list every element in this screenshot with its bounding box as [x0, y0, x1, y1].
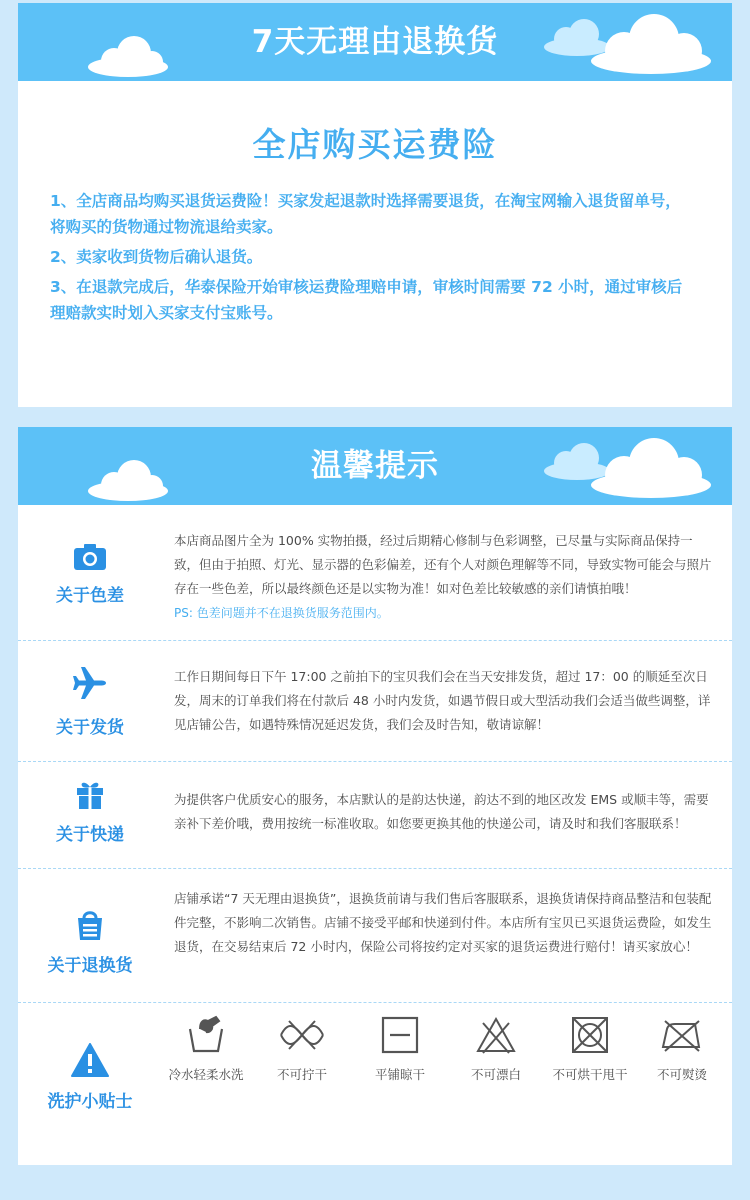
tips-panel [18, 427, 732, 1165]
tip-label: 关于色差 [56, 586, 124, 606]
care-item-label: 不可漂白 [470, 1067, 521, 1082]
no-tumble-dry-icon [570, 1015, 610, 1055]
care-item-label: 平铺晾干 [374, 1067, 425, 1082]
insurance-title: 全店购买运费险 [252, 125, 498, 164]
tip-body: 为提供客户优质安心的服务，本店默认的是韵达快递，韵达不到的地区改发 EMS 或顺丰等，需要亲补下差价哦，费用按统一标准收取。如您要更换其他的快递公司，请及时和我们客服联系！ [174, 792, 709, 831]
insurance-item: 3、在退款完成后，华泰保险开始审核运费险理赔申请，审核时间需要 72 小时，通过审核后理赔款实时划入买家支付宝账号。 [50, 278, 683, 322]
return-policy-banner [18, 3, 732, 81]
tip-text [174, 529, 714, 625]
return-policy-title: 7天无理由退换货 [251, 24, 499, 60]
care-item-label: 不可烘干甩干 [552, 1067, 628, 1082]
tip-text [174, 788, 714, 836]
tip-left [18, 505, 162, 640]
tip-note: PS: 色差问题并不在退换货服务范围内。 [174, 606, 389, 620]
tips-title: 温馨提示 [311, 448, 439, 484]
care-item-dry-flat [352, 1015, 448, 1083]
no-wring-icon [279, 1015, 325, 1055]
care-item-label: 不可拧干 [276, 1067, 327, 1082]
care-item-no-wring [254, 1015, 350, 1083]
care-label: 洗护小贴士 [47, 1092, 133, 1112]
tip-text [174, 887, 714, 959]
tip-left [18, 869, 162, 1002]
tip-left [18, 641, 162, 761]
care-item-label: 冷水轻柔水洗 [168, 1067, 244, 1082]
care-tips [18, 1003, 732, 1127]
tip-left [18, 762, 162, 868]
care-item-no-bleach [448, 1015, 544, 1083]
camera-icon [73, 543, 107, 571]
dry-flat-icon [380, 1015, 420, 1055]
tip-text [174, 665, 714, 737]
insurance-item: 1、全店商品均购买退货运费险！买家发起退款时选择需要退货，在淘宝网输入退货留单号，将购买的货物通过物流退给卖家。 [50, 192, 681, 236]
tip-label: 关于退换货 [47, 956, 133, 976]
insurance-list [50, 188, 696, 326]
tips-banner [18, 427, 732, 505]
care-item-label: 不可熨烫 [656, 1067, 707, 1082]
no-bleach-icon [475, 1015, 517, 1055]
hand-wash-icon [186, 1015, 226, 1055]
care-left [18, 1003, 162, 1127]
warning-icon [71, 1043, 109, 1077]
tip-label: 关于发货 [56, 718, 124, 738]
no-iron-icon [659, 1015, 705, 1055]
care-item-hand-wash [158, 1015, 254, 1083]
gift-icon [76, 780, 104, 810]
insurance-item: 2、卖家收到货物后确认退货。 [50, 248, 263, 266]
tip-body: 店铺承诺“7 天无理由退换货”，退换货前请与我们售后客服联系，退换货请保持商品整洁和包装配件完整，不影响二次销售。店铺不接受平邮和快递到付件。本店所有宝贝已买退货运费险，如发生退货，在交易结束后 72 小时内，保险公司将按约定对买家的退货运费进行赔付！请买家放心！ [174, 891, 712, 954]
tip-returns [18, 869, 732, 1003]
tip-body: 本店商品图片全为 100% 实物拍摄，经过后期精心修制与色彩调整，已尽量与实际商品保持一致，但由于拍照、灯光、显示器的色彩偏差，还有个人对颜色理解等不同，导致实物可能会与照片存在一些色差，所以最终颜色还是以实物为准！如对色差比较敏感的亲们请慎拍哦！ [174, 533, 712, 596]
return-policy-panel [18, 3, 732, 407]
tip-color-difference [18, 505, 732, 641]
airplane-icon [72, 665, 108, 701]
tip-label: 关于快递 [56, 825, 124, 845]
care-item-no-iron [634, 1015, 730, 1083]
care-item-no-tumble-dry [542, 1015, 638, 1083]
tip-courier [18, 762, 732, 869]
tip-shipping [18, 641, 732, 762]
shopping-bag-icon [76, 909, 104, 941]
tip-body: 工作日期间每日下午 17:00 之前拍下的宝贝我们会在当天安排发货，超过 17：00 的顺延至次日发，周末的订单我们将在付款后 48 小时内发货，如遇节假日或大型活动我们会适当做些调整，详见店铺公告，如遇特殊情况延迟发货，我们会及时告知，敬请谅解！ [174, 669, 711, 732]
